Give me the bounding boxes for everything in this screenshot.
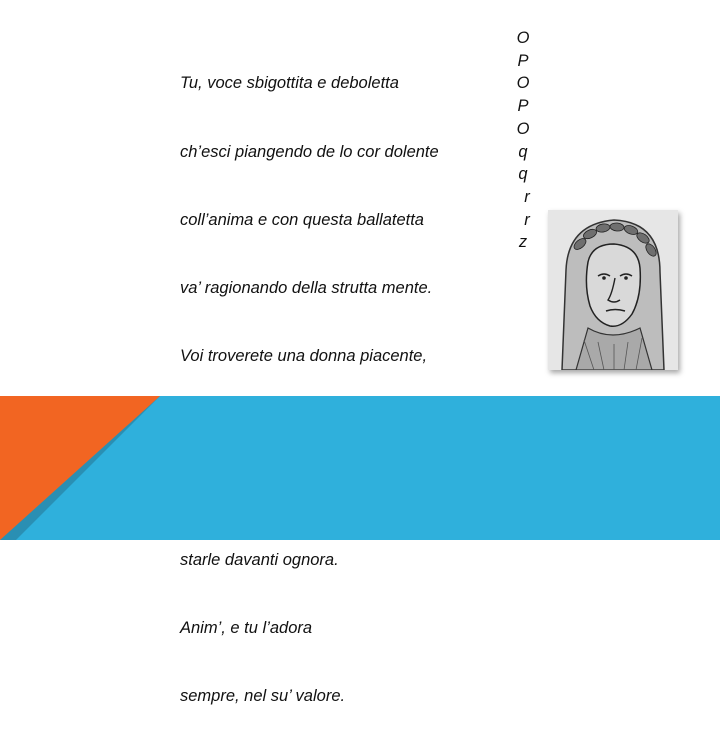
- poem-line: ch’esci piangendo de lo cor dolente: [180, 142, 439, 161]
- poet-portrait-icon: [548, 210, 678, 370]
- poem-text: [180, 27, 439, 754]
- rhyme-letter: q: [518, 142, 528, 161]
- rhyme-letter: O: [516, 29, 530, 47]
- rhyme-letter: z: [518, 233, 528, 252]
- rhyme-letter: r: [524, 210, 530, 229]
- rhyme-letter: q: [518, 165, 528, 184]
- rhyme-scheme-column: [508, 27, 538, 254]
- poem-line: Tu, voce sbigottita e deboletta: [180, 74, 399, 93]
- rhyme-letter: O: [516, 119, 530, 138]
- poet-portrait: [548, 210, 678, 370]
- rhyme-letter: P: [517, 97, 529, 116]
- poem-line: coll’anima e con questa ballatetta: [180, 210, 424, 229]
- rhyme-letter: P: [517, 51, 529, 70]
- poem-line: sempre, nel su’ valore.: [180, 687, 346, 706]
- poem-line: Anim’, e tu l’adora: [180, 619, 313, 638]
- poem-line: Voi troverete una donna piacente,: [180, 346, 428, 365]
- rhyme-letter: r: [524, 187, 530, 206]
- decorative-footer-shapes: [0, 396, 720, 540]
- poem-line: va’ ragionando della strutta mente.: [180, 278, 433, 297]
- rhyme-letter: O: [516, 74, 530, 93]
- poem-line: starle davanti ognora.: [180, 551, 339, 570]
